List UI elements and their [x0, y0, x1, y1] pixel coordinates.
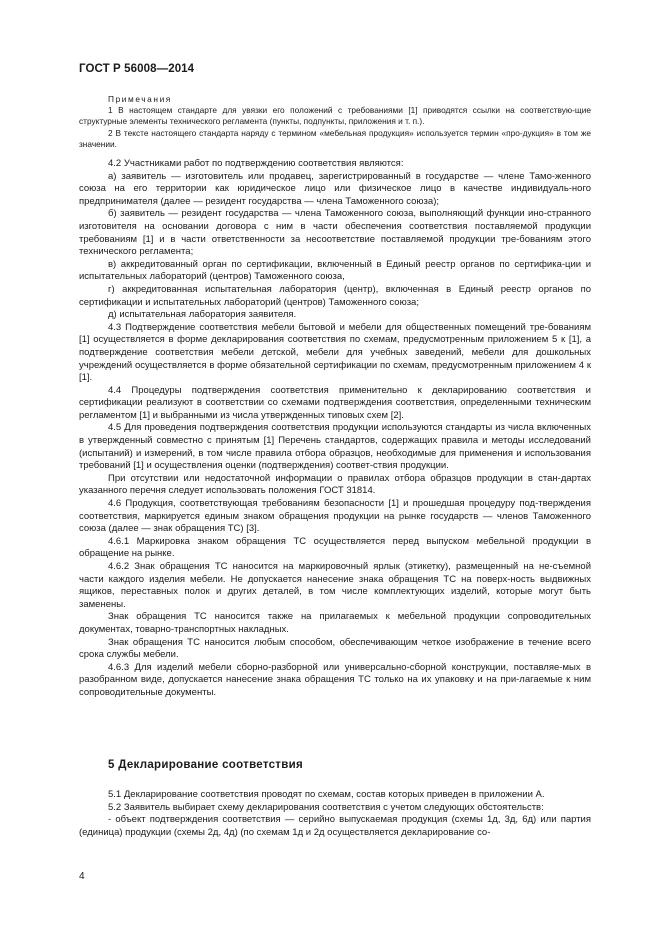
paragraph-4-3: 4.3 Подтверждение соответствия мебели бытовой и мебели для общественных помещений тре-бованиям [1] осуществляется в форме декларирования соответствия по схемам, предусмотренным приложением 5 к [1], а подтверждение соответствия мебели детской, мебели для учебных заведений, мебели для дошкольных учреждений осуществляется в форме обязательной сертификации по схемам, предусмотренным приложением 4 к [1]. [79, 321, 591, 384]
section-5-text [79, 789, 591, 839]
paragraph-4-5-note: При отсутствии или недостаточной информации о правилах отбора образцов продукции в стан-дартах указанного перечня следует использовать положения ГОСТ 31814. [79, 472, 591, 497]
paragraph-5-1: 5.1 Декларирование соответствия проводят по схемам, состав которых приведен в приложении А. [108, 789, 545, 800]
paragraph-4-6-3: 4.6.3 Для изделий мебели сборно-разборной или универсально-сборной конструкции, поставляе-мых в разобранном виде, допускается нанесение знака обращения ТС только на их упаковку и на при-лагаемые к ним сопроводительные документы. [79, 661, 591, 698]
paragraph-4-6-2: 4.6.2 Знак обращения ТС наносится на маркировочный ярлык (этикетку), размещенный на не-съемной части каждого изделия мебели. Не допускается нанесение знака обращения ТС на поверх-ность выдвижных ящиков, переставных полок и других деталей, в том числе комплектующих изделий, которые могут быть заменены. [79, 561, 591, 610]
notes-block [79, 94, 591, 150]
paragraph-4-2-g: г) аккредитованная испытательная лаборатория (центр), включенная в Единый реестр органов по сертификации и испытательных лабораторий (центров) Таможенного союза; [79, 283, 591, 308]
paragraph-4-2-v: в) аккредитованный орган по сертификации, включенный в Единый реестр органов по сертифика-ции и испытательных лабораторий (центров) Таможенного союза, [79, 258, 591, 283]
paragraph-4-4: 4.4 Процедуры подтверждения соответствия применительно к декларированию соответствия и сертификации реализуют в соответствии со схемами подтверждения соответствия, определенными техническим регламентом [1] и выбранными из числа утвержденных типовых схем [2]. [79, 384, 591, 421]
paragraph-4-6-1: 4.6.1 Маркировка знаком обращения ТС осуществляется перед выпуском мебельной продукции в обращение на рынке. [79, 535, 591, 560]
paragraph-4-2-a: а) заявитель — изготовитель или продавец, зарегистрированный в государстве — члене Тамо-женного союза на его территории как юридическое лицо или физическое лицо в качестве индивидуаль-ного предпринимателя (далее — резидент государства — члена Таможенного союза); [79, 170, 591, 207]
paragraph-5-2: 5.2 Заявитель выбирает схему декларирования соответствия с учетом следующих обстоятельств: [108, 801, 544, 813]
note-2: 2 В тексте настоящего стандарта наряду с термином «мебельная продукция» используется термин «про-дукция» в том же значении. [79, 127, 591, 149]
note-1: 1 В настоящем стандарте для увязки его положений с требованиями [1] приводятся ссылки на соответствую-щие структурные элементы технического регламента (пункты, подпункты, приложения и т. п.). [79, 105, 591, 127]
paragraph-5-2-item: - объект подтверждения соответствия — серийно выпускаемая продукция (схемы 1д, 3д, 6д) или партия (единица) продукции (схемы 2д, 4д) (по схемам 1д и 2д осуществляется декларирование со- [79, 814, 591, 838]
paragraph-4-6-2-method: Знак обращения ТС наносится любым способом, обеспечивающим четкое изображение в течение всего срока службы мебели. [79, 636, 591, 661]
paragraph-4-2: 4.2 Участниками работ по подтверждению соответствия являются: [108, 158, 404, 169]
paragraph-4-6-2-docs: Знак обращения ТС наносится также на прилагаемых к мебельной продукции сопроводительных документах, товарно-транспортных накладных. [79, 611, 591, 635]
document-header: ГОСТ Р 56008—2014 [79, 63, 195, 75]
paragraph-4-2-b: б) заявитель — резидент государства — члена Таможенного союза, выполняющий функции ино-странного изготовителя на основании договора с ним в части обеспечения соответствия поставляемой продукции требованиям [1] и в части ответственности за несоответствие поставляемой продукции тре-бованиям этого технического регламента; [79, 208, 591, 258]
section-5-title: 5 Декларирование соответствия [108, 759, 303, 771]
page-number: 4 [79, 871, 85, 882]
paragraph-4-5: 4.5 Для проведения подтверждения соответствия продукции используются стандарты из числа включенных в утвержденный совместно с принятым [1] Перечень стандартов, содержащих правила и методы исследований (испытаний) и измерений, в том числе правила отбора образцов, необходимые для применения и использования требований [1] и осуществления оценки (подтверждения) соответ-ствия продукции. [79, 422, 591, 472]
paragraph-4-2-d: д) испытательная лаборатория заявителя. [108, 309, 297, 321]
paragraph-4-6: 4.6 Продукция, соответствующая требованиям безопасности [1] и прошедшая процедуру под-тверждения соответствия, маркируется единым знаком обращения продукции на рынке государств — членов Таможенного союза (далее — знак обращения ТС) [3]. [79, 498, 591, 535]
main-text [79, 158, 591, 700]
notes-title: Примечания [108, 94, 172, 104]
